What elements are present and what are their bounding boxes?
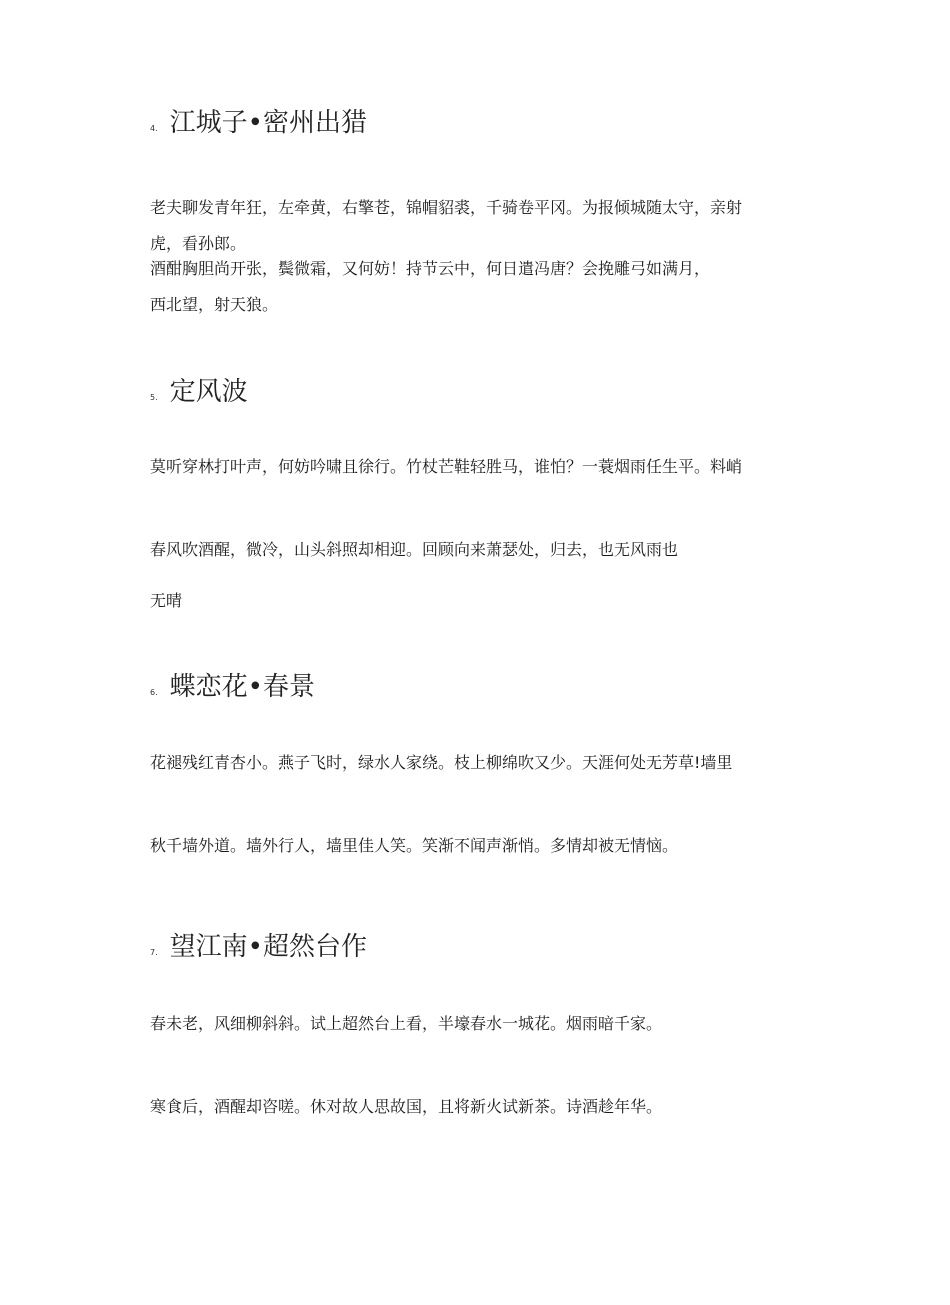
poem-line: 西北望，射天狼。: [150, 295, 279, 314]
poem-line: 春未老，风细柳斜斜。试上超然台上看，半壕春水一城花。烟雨暗千家。: [150, 1014, 663, 1033]
poem-title: 蝶恋花•春景: [169, 672, 315, 702]
poem-line: 酒酣胸胆尚开张，鬓微霜，又何妨！持节云中，何日遣冯唐？会挽雕弓如满月，: [150, 259, 711, 278]
poem-line: 寒食后，酒醒却咨嗟。休对故人思故国，且将新火试新茶。诗酒趁年华。: [150, 1097, 663, 1116]
poem-line: 花褪残红青杏小。燕子飞时，绿水人家绕。枝上柳绵吹又少。天涯何处无芳草!墙里: [150, 753, 733, 772]
poem-line: 莫听穿林打叶声，何妨吟啸且徐行。竹杖芒鞋轻胜马，谁怕？一蓑烟雨任生平。料峭: [150, 457, 743, 476]
poem-number: 5.: [150, 393, 158, 402]
poem-number: 4.: [150, 124, 158, 133]
poem-number: 7.: [150, 948, 158, 957]
poem-title: 望江南•超然台作: [169, 932, 367, 962]
poem-title: 定风波: [169, 377, 248, 407]
poem-heading: [150, 926, 367, 963]
poem-heading: [150, 371, 248, 408]
poem-line: 老夫聊发青年狂，左牵黄，右擎苍，锦帽貂裘，千骑卷平冈。为报倾城随太守，亲射: [150, 198, 743, 217]
poem-title: 江城子•密州出猎: [169, 108, 367, 138]
poem-number: 6.: [150, 688, 158, 697]
poem-line: 秋千墙外道。墙外行人，墙里佳人笑。笑渐不闻声渐悄。多情却被无情恼。: [150, 836, 679, 855]
poem-heading: [150, 666, 315, 703]
poem-line: 虎，看孙郎。: [150, 234, 247, 253]
poem-line: 春风吹酒醒，微冷，山头斜照却相迎。回顾向来萧瑟处，归去，也无风雨也: [150, 540, 679, 559]
poem-line: 无晴: [150, 591, 183, 610]
poem-heading: [150, 102, 367, 139]
